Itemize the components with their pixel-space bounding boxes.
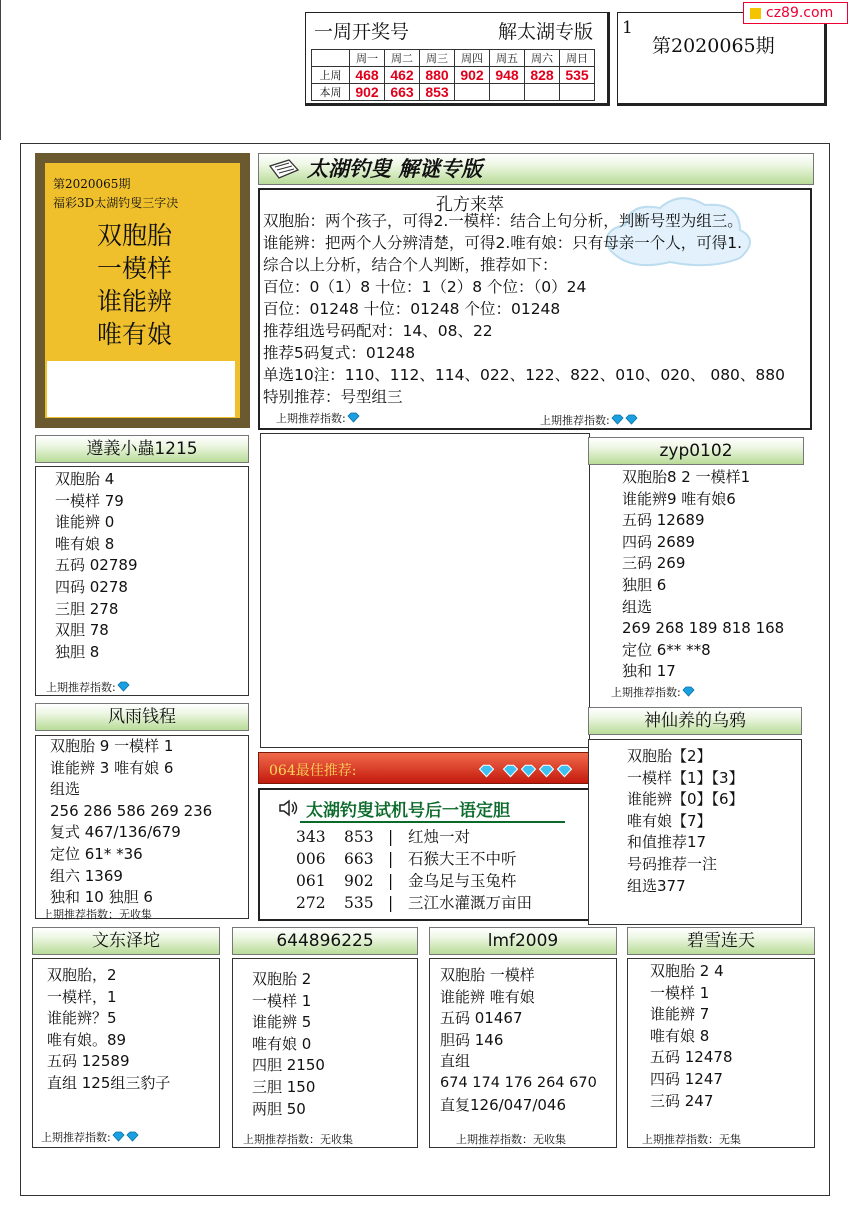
list-item: 胆码 146 <box>440 1030 504 1049</box>
test-machine-panel <box>258 788 591 921</box>
lmf-panel <box>429 958 617 1148</box>
index-right <box>540 412 638 428</box>
index-label: 上期推荐指数: <box>276 412 346 425</box>
list-item: 双胞胎 4 <box>55 470 115 488</box>
day-header: 周四 <box>455 50 490 67</box>
gem-icon <box>538 764 555 778</box>
shenxian-lines <box>627 746 744 897</box>
issue-number: 第2020065期 <box>652 35 775 57</box>
title-underline <box>300 821 565 823</box>
list-item: 674 174 176 264 670 <box>440 1074 597 1091</box>
day-header: 周六 <box>525 50 560 67</box>
list-item: 独和 17 <box>622 662 676 681</box>
tab-fengyu <box>35 703 249 731</box>
list-item: 两胆 50 <box>252 1099 306 1118</box>
list-item: 三胆 150 <box>252 1077 316 1096</box>
main-analysis-panel <box>258 188 812 430</box>
list-item: 269 268 189 818 168 <box>622 619 785 638</box>
list-item: 256 286 586 269 236 <box>50 801 213 820</box>
table-row <box>312 67 595 84</box>
panel-lines <box>263 210 823 408</box>
row-label: 上周 <box>312 67 350 84</box>
list-item: 三胆 278 <box>55 599 119 618</box>
list-item: 唯有娘 8 <box>650 1026 710 1045</box>
list-item: 唯有娘【7】 <box>627 811 712 830</box>
bixue-index: 上期推荐指数：无集 <box>642 1133 741 1146</box>
bixue-lines <box>650 961 733 1112</box>
draw-number <box>525 84 560 101</box>
list-item: 直组 <box>440 1052 471 1071</box>
fengyu-title: 风雨钱程 <box>108 707 176 727</box>
list-item: 谁能辨【0】【6】 <box>627 790 744 809</box>
list-item: 一模样 79 <box>55 491 124 510</box>
page-number: 1 <box>622 18 633 38</box>
draw-number: 535 <box>560 67 595 84</box>
zunyi-panel <box>35 466 249 696</box>
list-item: 五码 12478 <box>650 1048 733 1067</box>
poster-lines <box>97 219 172 351</box>
panel-line: 单选10注：110、112、114、022、122、822、010、020、 080、880 <box>263 366 785 384</box>
best-bar <box>258 752 591 784</box>
draw-number: 880 <box>420 67 455 84</box>
panel-line: 特别推荐：号型组三 <box>263 388 403 406</box>
row-label: 本周 <box>312 84 350 101</box>
tab-lmf2009 <box>429 927 617 955</box>
list-item: 三码 269 <box>622 554 686 573</box>
poster <box>35 153 250 428</box>
speaker-icon <box>278 799 300 817</box>
shenxian-title: 神仙养的乌鸦 <box>644 711 746 731</box>
gem-icon <box>556 764 573 778</box>
poster-line: 谁能辨 <box>97 287 173 316</box>
list-item: 双胞胎【2】 <box>627 747 712 765</box>
tab-shenxian <box>588 707 802 735</box>
draw-number: 828 <box>525 67 560 84</box>
lmf-index: 上期推荐指数：无收集 <box>456 1133 566 1146</box>
wendong-lines <box>47 965 170 1095</box>
day-header: 周一 <box>350 50 385 67</box>
zyp-index <box>611 684 695 700</box>
lmf-title: lmf2009 <box>487 931 559 951</box>
n644-panel <box>232 958 418 1148</box>
list-item: 谁能辨 唯有娘 <box>440 987 535 1006</box>
table-row <box>312 84 595 101</box>
gem-icon <box>625 414 638 425</box>
tab-zyp <box>588 437 804 465</box>
n644-title: 644896225 <box>276 931 374 951</box>
list-item: 一模样【1】【3】 <box>627 768 744 787</box>
tab-644896225 <box>232 927 418 955</box>
day-header: 周二 <box>385 50 420 67</box>
gem-icon <box>112 1131 125 1142</box>
list-item: 四码 1247 <box>650 1069 723 1088</box>
list-item: 定位 61* *36 <box>50 844 143 863</box>
n644-index: 上期推荐指数：无收集 <box>243 1133 353 1146</box>
site-name: cz89.com <box>766 5 834 21</box>
table-row <box>312 50 595 67</box>
list-item: 四码 0278 <box>55 577 128 596</box>
weekly-draw-panel <box>305 12 610 106</box>
list-item: 谁能辨 5 <box>252 1013 312 1032</box>
draw-number <box>560 84 595 101</box>
index-label: 上期推荐指数: <box>41 1131 111 1144</box>
list-item: 独胆 8 <box>55 642 100 661</box>
list-item: 和值推荐17 <box>627 833 707 852</box>
day-header: 周日 <box>560 50 595 67</box>
list-item: 谁能辨 0 <box>55 513 115 532</box>
gem-icon <box>682 686 695 697</box>
table-row: 343 853 | 红烛一对 <box>296 828 471 846</box>
gem-icon <box>478 764 495 778</box>
paper-icon <box>267 158 301 180</box>
list-item: 双胞胎 2 4 <box>650 962 724 980</box>
week-title: 一周开奖号 <box>314 21 410 43</box>
zyp-title: zyp0102 <box>659 441 733 461</box>
list-item: 双胞胎 一模样 <box>440 966 535 984</box>
draw-number <box>455 84 490 101</box>
zunyi-index <box>46 679 130 695</box>
panel-line: 推荐5码复式：01248 <box>263 344 416 362</box>
draw-number: 902 <box>350 84 385 101</box>
fengyu-panel <box>35 735 249 919</box>
list-item: 双胞胎 9 一模样 1 <box>50 737 174 755</box>
gem-icon <box>502 764 519 778</box>
draw-number: 663 <box>385 84 420 101</box>
list-item: 双胆 78 <box>55 621 109 640</box>
index-left <box>276 410 360 426</box>
special-title: 解太湖专版 <box>498 21 594 43</box>
list-item: 谁能辨？5 <box>47 1009 117 1028</box>
site-badge[interactable] <box>743 2 848 24</box>
list-item: 复式 467/136/679 <box>50 823 181 842</box>
draw-number: 948 <box>490 67 525 84</box>
bixue-panel <box>627 958 815 1148</box>
badge-square-icon <box>750 8 761 19</box>
table-row: 061 902 | 金乌足与玉兔杵 <box>296 872 517 890</box>
test-machine-title: 太湖钓叟试机号后一语定胆 <box>306 801 510 821</box>
draw-number: 902 <box>455 67 490 84</box>
list-item: 组选 <box>50 780 81 799</box>
wendong-title: 文东泽坨 <box>92 931 160 951</box>
list-item: 双胞胎8 2 一模样1 <box>622 468 751 486</box>
list-item: 独胆 6 <box>622 575 667 594</box>
day-header: 周三 <box>420 50 455 67</box>
poster-subtitle: 福彩3D太湖钓叟三字决 <box>53 196 179 210</box>
panel-line: 百位：0（1）8 十位：1（2）8 个位：（0）24 <box>263 278 587 296</box>
draw-number <box>490 84 525 101</box>
list-item: 定位 6** **8 <box>622 640 711 659</box>
list-item: 谁能辨 7 <box>650 1005 710 1024</box>
list-item: 一模样 1 <box>650 983 710 1002</box>
banner <box>258 153 814 185</box>
list-item: 一模样，1 <box>47 987 117 1006</box>
gem-icon <box>347 412 360 423</box>
list-item: 谁能辨 3 唯有娘 6 <box>50 758 174 777</box>
draw-number: 853 <box>420 84 455 101</box>
tab-zunyi <box>35 435 249 463</box>
list-item: 组选377 <box>627 876 686 895</box>
zunyi-lines <box>55 469 138 663</box>
day-header: 周五 <box>490 50 525 67</box>
list-item: 五码 12589 <box>47 1052 130 1071</box>
index-label: 上期推荐指数: <box>540 414 610 427</box>
poster-white-strip <box>47 361 235 417</box>
panel-line: 双胞胎：两个孩子，可得2.一模样：结合上句分析，判断号型为组三。 <box>263 212 743 230</box>
tab-wendong <box>32 927 220 955</box>
list-item: 双胞胎，2 <box>47 966 117 984</box>
gem-icon <box>520 764 537 778</box>
list-item: 双胞胎 2 <box>252 970 312 988</box>
table-row: 272 535 | 三江水灌溉万亩田 <box>296 894 533 912</box>
list-item: 五码 01467 <box>440 1009 523 1028</box>
list-item: 组选 <box>622 597 653 616</box>
banner-title: 太湖钓叟 解谜专版 <box>307 156 483 181</box>
bixue-title: 碧雪连天 <box>687 931 755 951</box>
weekly-draw-table <box>311 49 595 101</box>
n644-lines <box>252 969 325 1120</box>
wendong-index <box>41 1129 139 1145</box>
list-item: 五码 12689 <box>622 511 705 530</box>
panel-line: 推荐组选号码配对：14、08、22 <box>263 322 493 340</box>
lmf-lines <box>440 965 597 1116</box>
center-blank-panel <box>260 433 590 748</box>
panel-line: 综合以上分析，结合个人判断，推荐如下： <box>263 256 558 274</box>
panel-line: 谁能辨：把两个人分辨清楚，可得2.唯有娘：只有母亲一个人，可得1. <box>263 234 743 252</box>
gem-icon <box>126 1131 139 1142</box>
list-item: 唯有娘 8 <box>55 534 115 553</box>
list-item: 五码 02789 <box>55 556 138 575</box>
list-item: 三码 247 <box>650 1091 714 1110</box>
best-label: 064最佳推荐: <box>269 763 357 779</box>
list-item: 直复126/047/046 <box>440 1095 566 1114</box>
poster-line: 双胞胎 <box>97 221 173 250</box>
draw-number: 462 <box>385 67 420 84</box>
list-item: 四胆 2150 <box>252 1056 325 1075</box>
gem-icon <box>611 414 624 425</box>
list-item: 直组 125组三豹子 <box>47 1073 171 1092</box>
edge-rule <box>0 0 1 140</box>
table-row: 006 663 | 石猴大王不中听 <box>296 850 517 868</box>
best-gems <box>477 762 573 781</box>
tab-bixue <box>627 927 815 955</box>
list-item: 一模样 1 <box>252 991 312 1010</box>
list-item: 唯有娘。89 <box>47 1030 127 1049</box>
fengyu-index: 上期推荐指数：无收集 <box>42 908 152 921</box>
test-machine-rows <box>296 826 532 914</box>
gem-icon <box>117 681 130 692</box>
draw-number: 468 <box>350 67 385 84</box>
list-item: 独和 10 独胆 6 <box>50 888 153 907</box>
list-item: 组六 1369 <box>50 866 123 885</box>
index-label: 上期推荐指数: <box>46 681 116 694</box>
panel-line: 百位：01248 十位：01248 个位：01248 <box>263 300 561 318</box>
list-item: 谁能辨9 唯有娘6 <box>622 489 736 508</box>
wendong-panel <box>32 958 220 1148</box>
list-item: 号码推荐一注 <box>627 854 718 873</box>
poster-line: 一模样 <box>97 254 173 283</box>
poster-line: 唯有娘 <box>97 320 173 349</box>
list-item: 唯有娘 0 <box>252 1034 312 1053</box>
index-label: 上期推荐指数: <box>611 686 681 699</box>
list-item: 四码 2689 <box>622 532 695 551</box>
shenxian-panel <box>588 739 802 925</box>
panel-author: 孔方来萃 <box>436 195 504 215</box>
poster-issue: 第2020065期 <box>53 177 131 191</box>
fengyu-lines <box>50 736 212 909</box>
zyp-lines <box>622 467 784 683</box>
zunyi-title: 遵義小蟲1215 <box>86 439 198 459</box>
issue-panel <box>617 12 827 106</box>
